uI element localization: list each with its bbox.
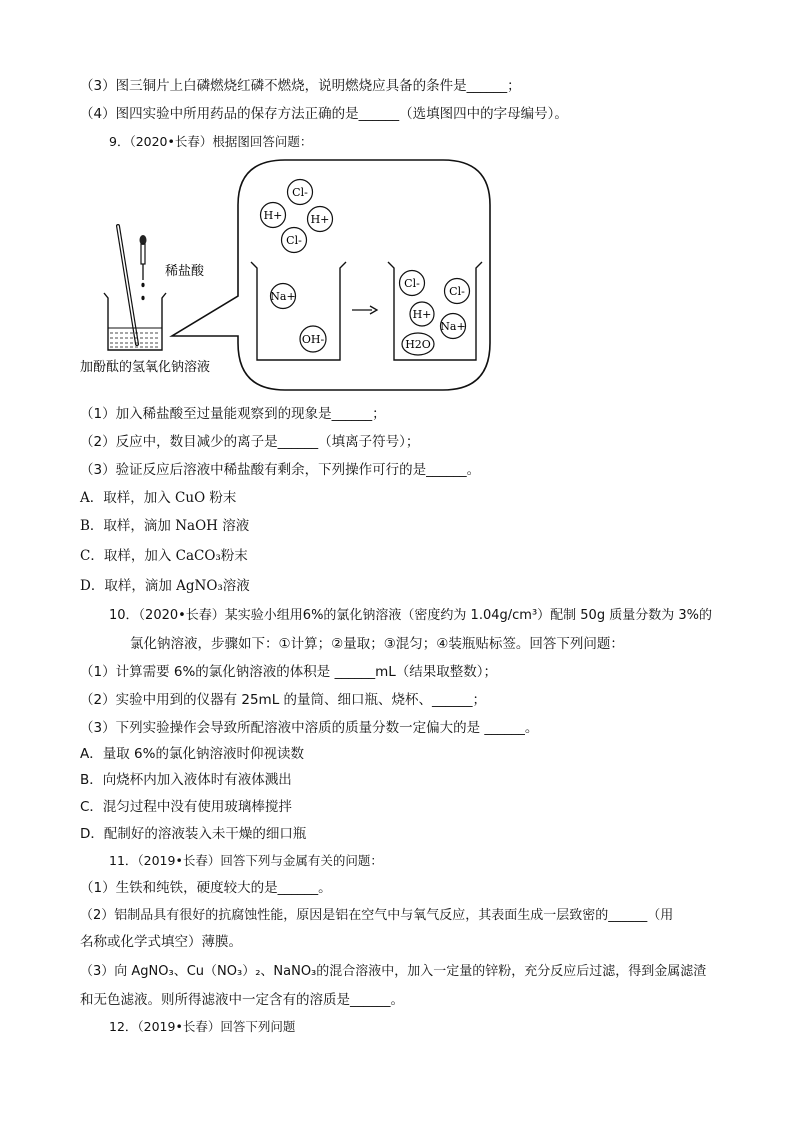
svg-text:Cl-: Cl-: [292, 186, 308, 199]
q9-stem: 9．（2020•长春）根据图回答问题：: [109, 134, 313, 149]
left-beaker-icon: [251, 262, 346, 360]
q11-part1: （1）生铁和纯铁，硬度较大的是______。: [80, 880, 332, 896]
svg-text:OH-: OH-: [301, 333, 325, 346]
svg-text:H+: H+: [412, 308, 432, 321]
svg-text:Cl-: Cl-: [286, 234, 302, 247]
q9-option-d: D．取样，滴加 AgNO₃溶液: [80, 578, 250, 594]
q12-stem: 12．（2019•长春）回答下列问题: [109, 1019, 296, 1034]
q10-stem-line1: 10．（2020•长春）某实验小组用6%的氯化钠溶液（密度约为 1.04g/cm³）配制 50g 质量分数为 3%的: [109, 608, 712, 623]
q11-part2-line1: （2）铝制品具有很好的抗腐蚀性能，原因是铝在空气中与氧气反应，其表面生成一层致密的______（用: [80, 908, 674, 923]
q10-part3: （3）下列实验操作会导致所配溶液中溶质的质量分数一定偏大的是 ______。: [80, 720, 539, 736]
ion-oh-left: [300, 326, 326, 352]
q9-part1: （1）加入稀盐酸至过量能观察到的现象是______；: [80, 406, 386, 422]
q9-figure: [0, 158, 794, 398]
ion-cl-right-2: [445, 279, 470, 304]
dropper-icon: [140, 235, 147, 300]
svg-text:Cl-: Cl-: [449, 285, 465, 298]
q8-part3: （3）图三铜片上白磷燃烧红磷不燃烧，说明燃烧应具备的条件是______；: [80, 78, 521, 94]
svg-text:Na+: Na+: [270, 290, 296, 303]
svg-text:Na+: Na+: [440, 320, 466, 333]
svg-text:H+: H+: [310, 213, 330, 226]
ion-h-right: [410, 302, 434, 326]
q8-part4: （4）图四实验中所用药品的保存方法正确的是______（选填图四中的字母编号）。: [80, 106, 568, 122]
svg-text:H+: H+: [263, 209, 283, 222]
svg-text:H2O: H2O: [405, 338, 431, 351]
reaction-arrow-icon: [352, 306, 377, 314]
q11-part3-line2: 和无色滤液。则所得滤液中一定含有的溶质是______。: [80, 992, 404, 1008]
q10-part2: （2）实验中用到的仪器有 25mL 的量筒、细口瓶、烧杯、______；: [80, 692, 487, 708]
q9-option-c: C．取样，加入 CaCO₃粉末: [80, 548, 248, 564]
q11-part2-line2: 名称或化学式填空）薄膜。: [80, 934, 242, 950]
label-dilute-hcl: 稀盐酸: [165, 264, 205, 279]
q9-part3: （3）验证反应后溶液中稀盐酸有剩余，下列操作可行的是______。: [80, 462, 481, 478]
ion-na-right: [440, 314, 465, 339]
ion-cl-right-1: [400, 271, 425, 296]
q10-option-a: A．量取 6%的氯化钠溶液时仰视读数: [80, 746, 304, 762]
ion-na-left: [270, 284, 295, 309]
q9-option-b: B．取样，滴加 NaOH 溶液: [80, 518, 250, 534]
ion-h-top-2: [308, 207, 333, 232]
q11-part3-line1: （3）向 AgNO₃、Cu（NO₃）₂、NaNO₃的混合溶液中，加入一定量的锌粉，充分反应后过滤，得到金属滤渣: [80, 964, 707, 979]
molecule-h2o-right: [402, 333, 434, 355]
q9-part2: （2）反应中，数目减少的离子是______（填离子符号）；: [80, 434, 420, 450]
q10-option-b: B．向烧杯内加入液体时有液体溅出: [80, 772, 292, 788]
q10-stem-line2: 氯化钠溶液，步骤如下：①计算；②量取；③混匀；④装瓶贴标签。回答下列问题：: [130, 636, 624, 652]
ion-h-top-1: [261, 203, 286, 228]
ion-cl-top-2: [282, 228, 307, 253]
q9-option-a: A．取样，加入 CuO 粉末: [80, 490, 237, 506]
label-naoh-phenolphthalein: 加酚酞的氢氧化钠溶液: [80, 360, 211, 375]
svg-text:Cl-: Cl-: [404, 277, 420, 290]
q10-part1: （1）计算需要 6%的氯化钠溶液的体积是 ______mL（结果取整数）；: [80, 664, 498, 680]
q10-option-c: C．混匀过程中没有使用玻璃棒搅拌: [80, 799, 292, 815]
q10-option-d: D．配制好的溶液装入未干燥的细口瓶: [80, 826, 307, 842]
callout-bubble: [172, 160, 490, 390]
ion-cl-top-1: [288, 180, 313, 205]
q11-stem: 11．（2019•长春）回答下列与金属有关的问题：: [109, 853, 383, 868]
